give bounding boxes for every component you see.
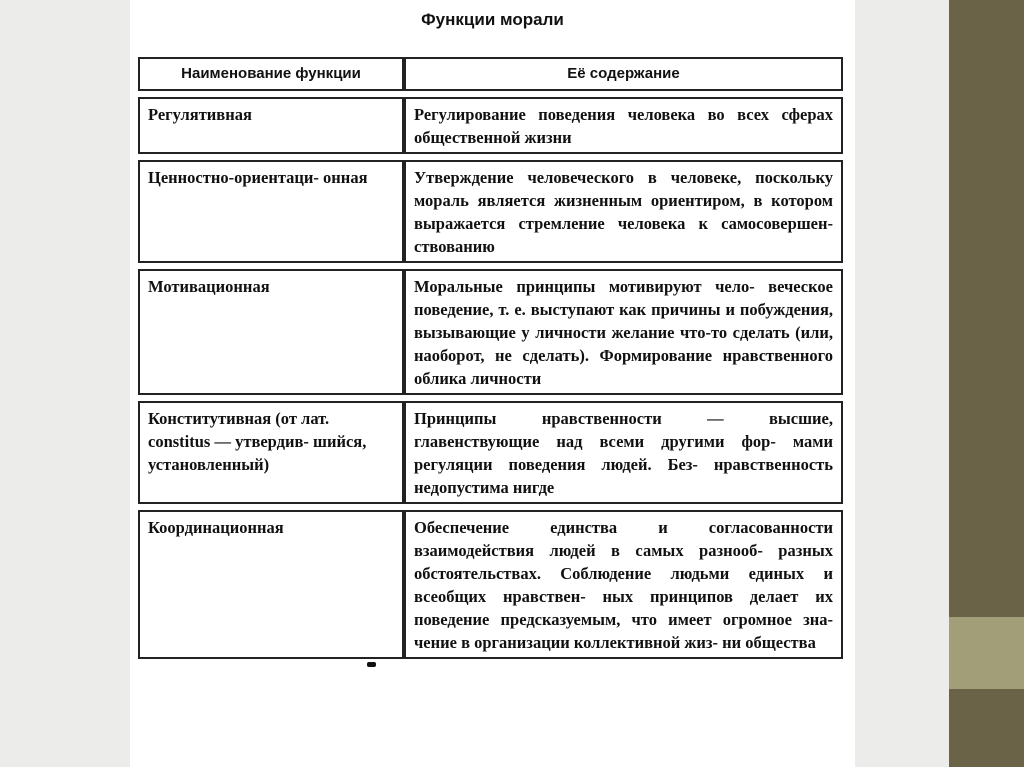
table-row bbox=[138, 510, 843, 659]
table-row bbox=[138, 269, 843, 395]
function-content: Обеспечение единства и согласованности взаимодействия людей в самых разнооб- разных обстоятельствах. Соблюдение людьми единых и всеобщих нравствен- ных принципов делает их поведение предсказуемым, что имеет огромное зна- чение в организации коллективной жиз- ни общества bbox=[404, 510, 843, 659]
function-content: Утверждение человеческого в человеке, поскольку мораль является жизненным ориентиром, в котором выражается стремление человека к самосовершен- ствованию bbox=[404, 160, 843, 263]
table-row bbox=[138, 401, 843, 504]
function-name: Регулятивная bbox=[138, 97, 404, 154]
table-row bbox=[138, 97, 843, 154]
slide bbox=[130, 0, 855, 767]
table-row bbox=[138, 160, 843, 263]
function-content: Принципы нравственности — высшие, главенствующие над всеми другими фор- мами регуляции поведения людей. Без- нравственность недопустима нигде bbox=[404, 401, 843, 504]
function-name: Мотивационная bbox=[138, 269, 404, 395]
function-name: Конститутивная (от лат. constitus — утвердив- шийся, установленный) bbox=[138, 401, 404, 504]
ink-mark bbox=[367, 662, 376, 667]
function-name: Ценностно-ориентаци- онная bbox=[138, 160, 404, 263]
sidebar-accent bbox=[949, 617, 1024, 689]
function-content: Моральные принципы мотивируют чело- веческое поведение, т. е. выступают как причины и побуждения, вызывающие у личности желание что-то сделать (или, наоборот, не сделать). Формирование нравственного облика личности bbox=[404, 269, 843, 395]
function-content: Регулирование поведения человека во всех сферах общественной жизни bbox=[404, 97, 843, 154]
column-header-name: Наименование функции bbox=[138, 57, 404, 91]
functions-table bbox=[138, 51, 843, 665]
column-header-content: Её содержание bbox=[404, 57, 843, 91]
table-header-row bbox=[138, 57, 843, 91]
function-name: Координационная bbox=[138, 510, 404, 659]
page-title: Функции морали bbox=[421, 10, 564, 29]
